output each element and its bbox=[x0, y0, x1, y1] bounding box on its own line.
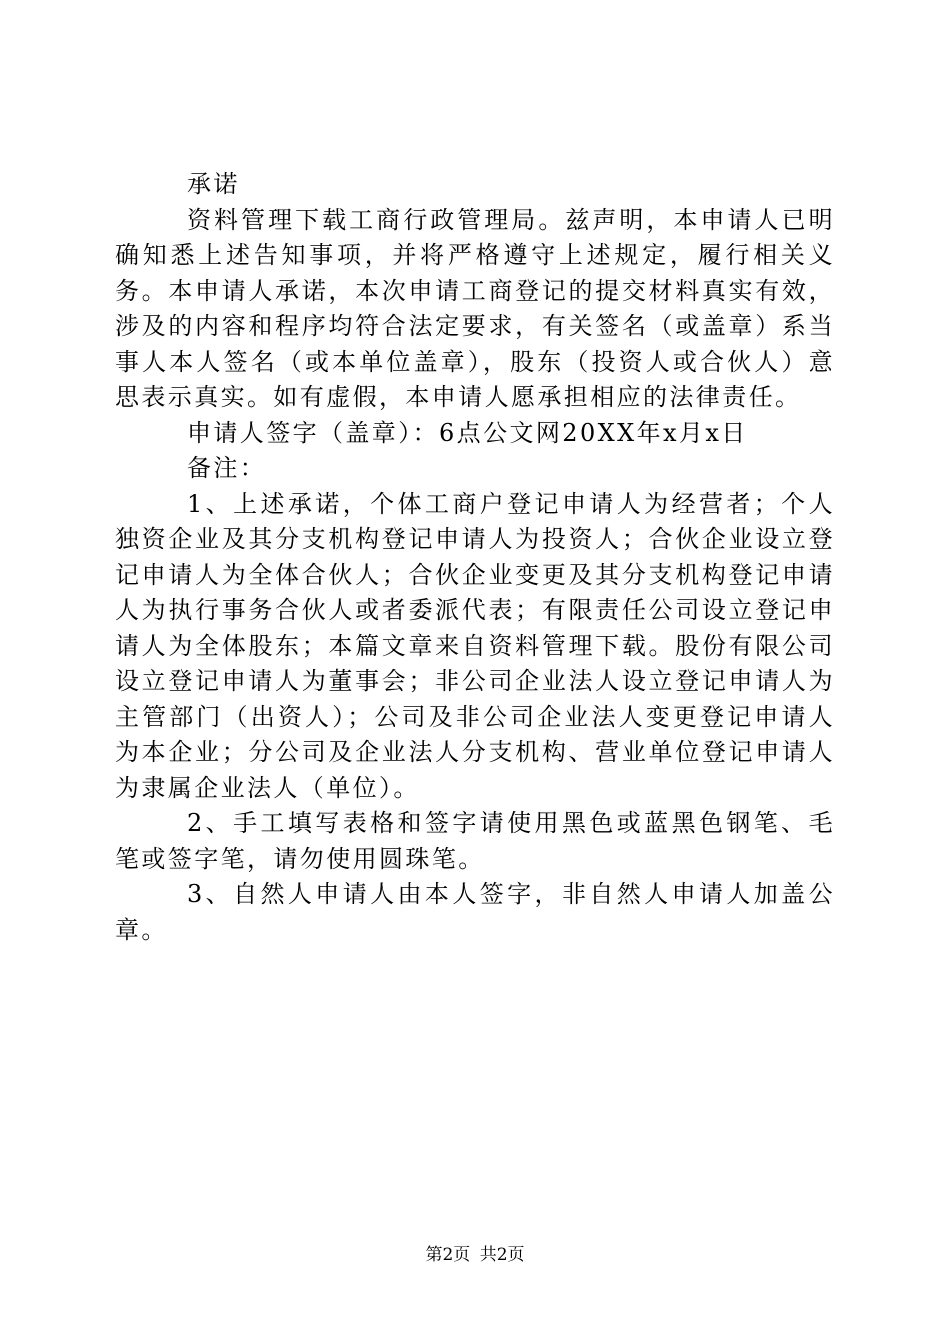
heading-commitment: 承诺 bbox=[187, 170, 240, 198]
document-body bbox=[115, 167, 835, 948]
page-total: 共2页 bbox=[479, 1245, 525, 1265]
applicant-signature-line: 申请人签字（盖章）：6点公文网20XX年x月x日 bbox=[187, 418, 748, 447]
page-footer bbox=[0, 1244, 950, 1266]
remark-item-2: 2、手工填写表格和签字请使用黑色或蓝黑色钢笔、毛笔或签字笔，请勿使用圆珠笔。 bbox=[115, 809, 835, 873]
remarks-heading: 备注： bbox=[187, 454, 267, 482]
page-number: 第2页 bbox=[425, 1245, 471, 1265]
remark-item-1: 1、上述承诺，个体工商户登记申请人为经营者；个人独资企业及其分支机构登记申请人为投资人；合伙企业设立登记申请人为全体合伙人；合伙企业变更及其分支机构登记申请人为执行事务合伙人或者委派代表；有限责任公司设立登记申请人为全体股东；本篇文章来自资料管理下载。股份有限公司设立登记申请人为董事会；非公司企业法人设立登记申请人为主管部门（出资人）；公司及非公司企业法人变更登记申请人为本企业；分公司及企业法人分支机构、营业单位登记申请人为隶属企业法人（单位）。 bbox=[115, 489, 835, 802]
commitment-paragraph: 资料管理下载工商行政管理局。兹声明，本申请人已明确知悉上述告知事项，并将严格遵守上述规定，履行相关义务。本申请人承诺，本次申请工商登记的提交材料真实有效，涉及的内容和程序均符合法定要求，有关签名（或盖章）系当事人本人签名（或本单位盖章），股东（投资人或合伙人）意思表示真实。如有虚假，本申请人愿承担相应的法律责任。 bbox=[115, 205, 835, 411]
remark-item-3: 3、自然人申请人由本人签字，非自然人申请人加盖公章。 bbox=[115, 880, 835, 944]
